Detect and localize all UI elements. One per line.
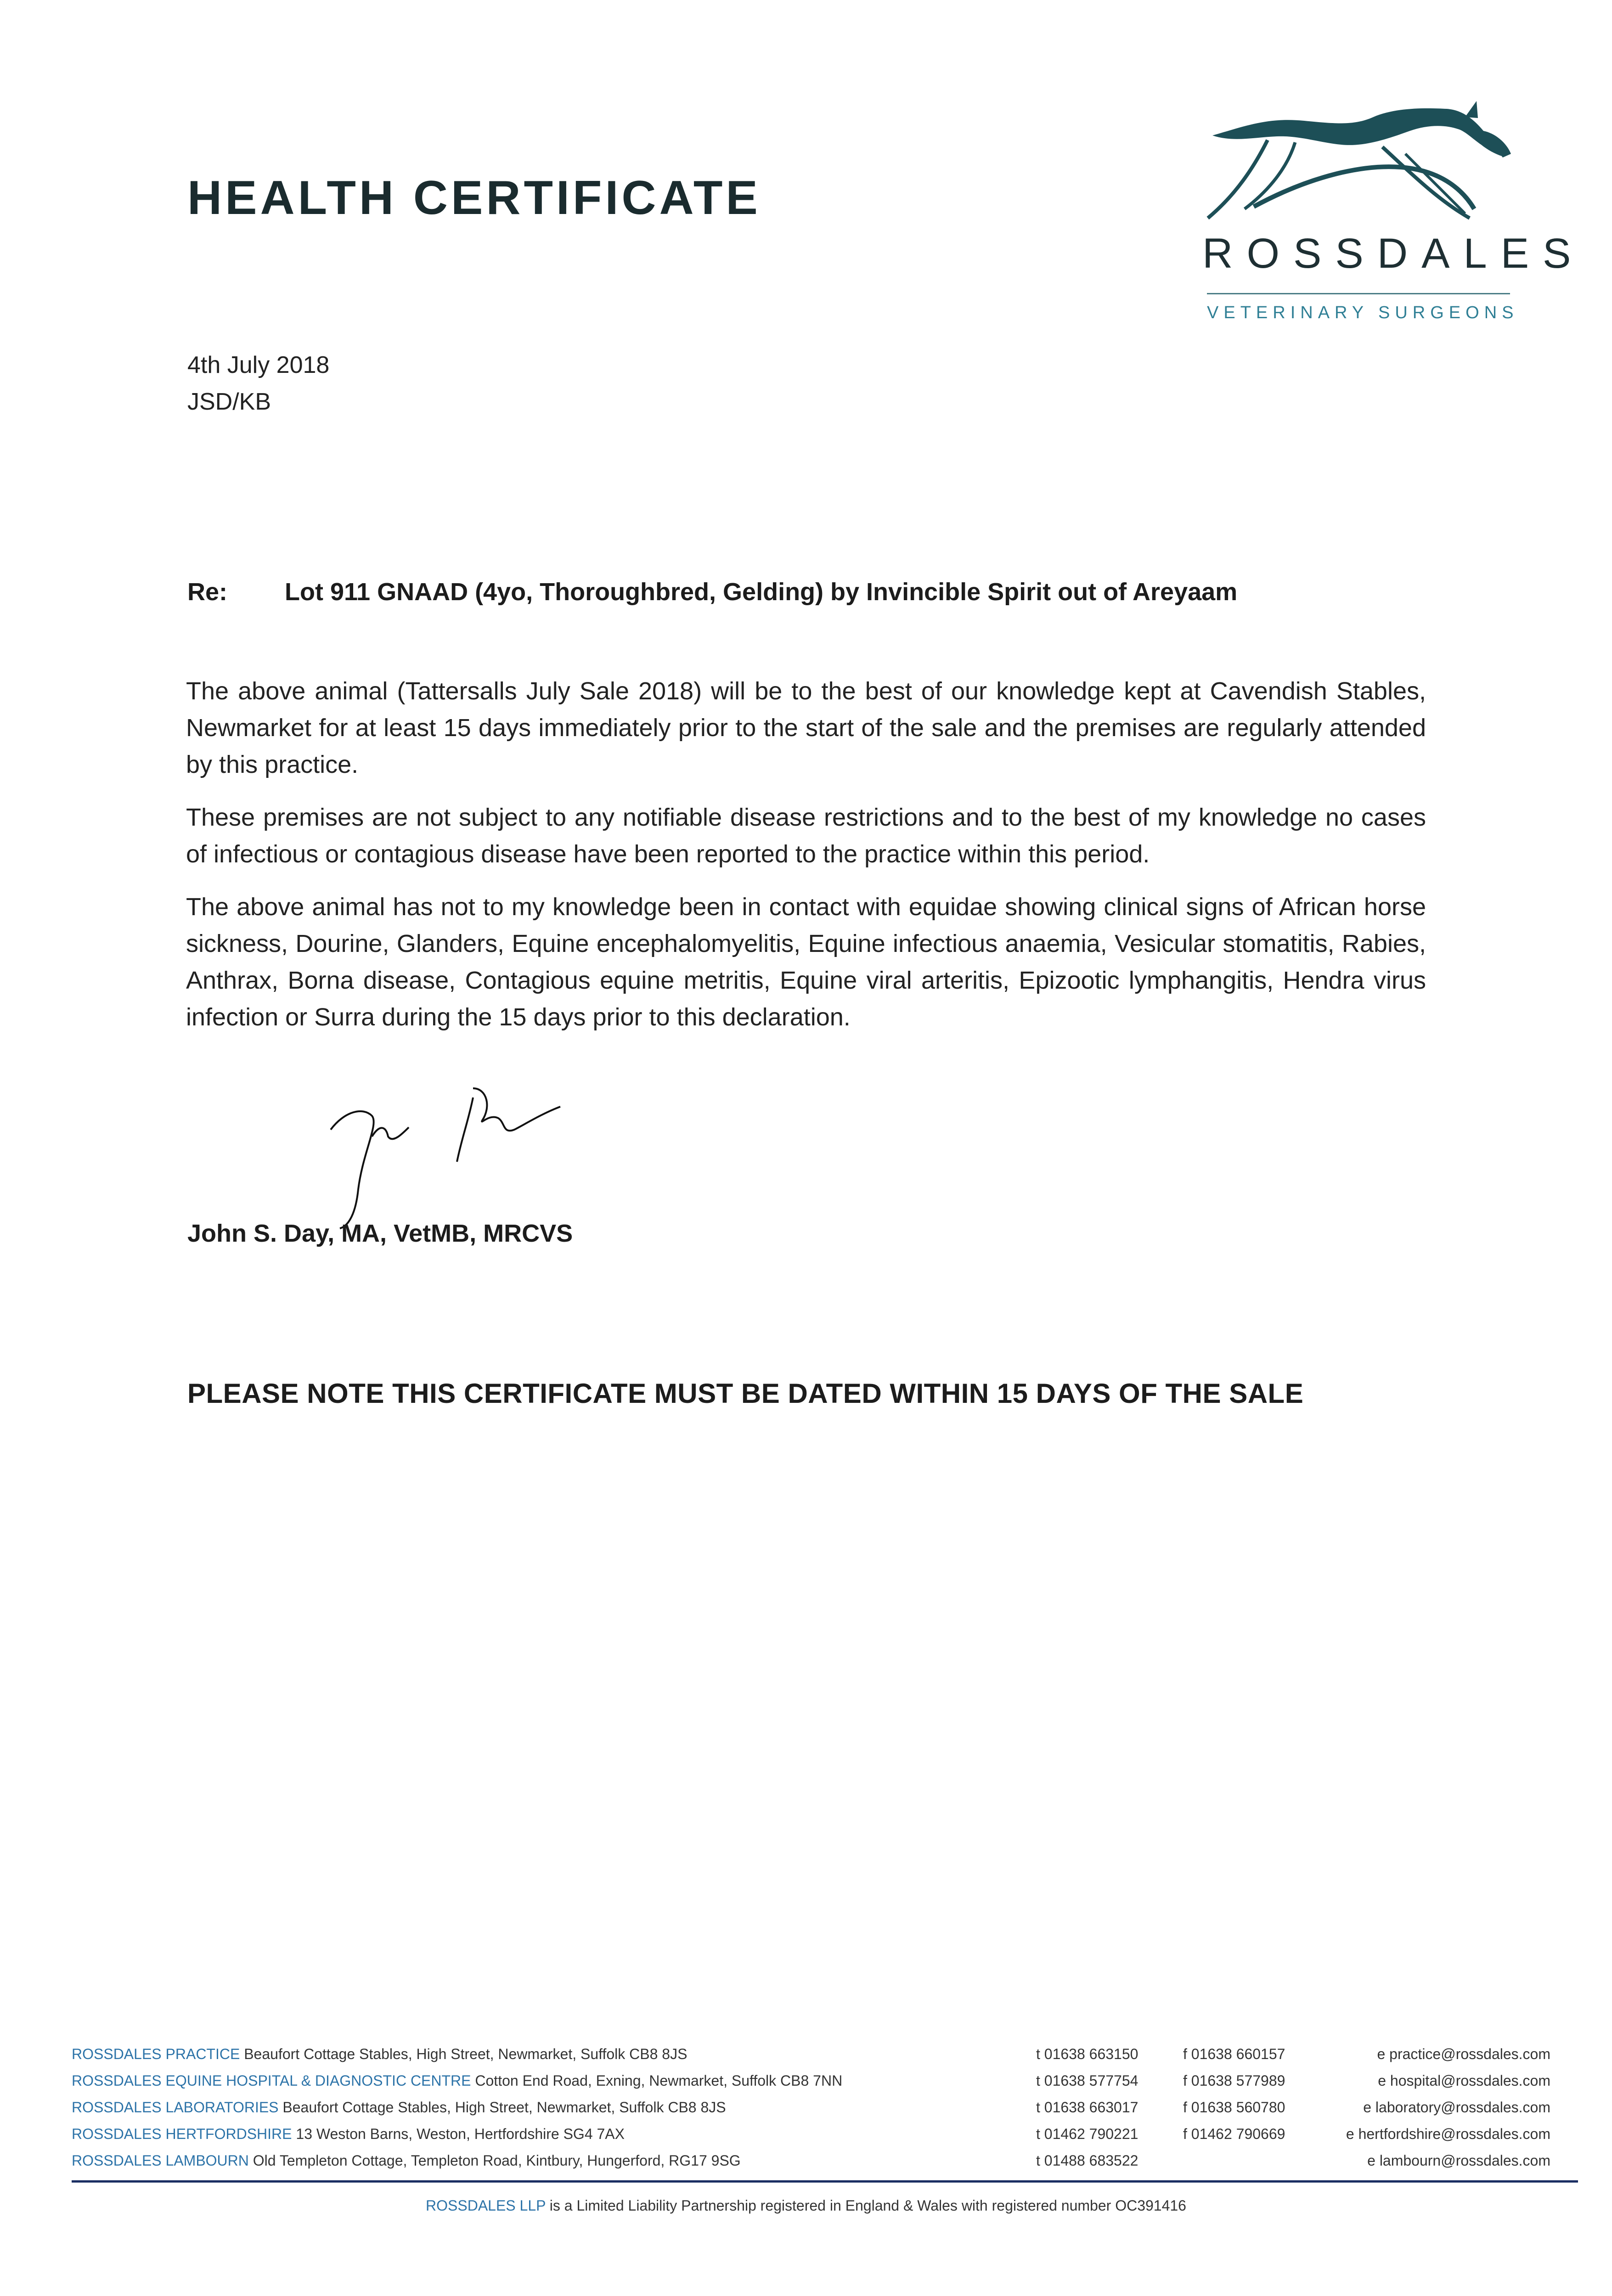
office-name: ROSSDALES HERTFORDSHIRE [72,2126,292,2142]
llp-entity: ROSSDALES LLP [426,2197,546,2214]
office-fax: f 01638 660157 [1183,2046,1285,2062]
office-fax: f 01638 577989 [1183,2072,1285,2089]
office-address: Beaufort Cottage Stables, High Street, Newmarket, Suffolk CB8 8JS [244,2046,688,2062]
office-address: Cotton End Road, Exning, Newmarket, Suffolk CB8 7NN [475,2072,843,2089]
office-row [72,2072,1587,2099]
dating-notice: PLEASE NOTE THIS CERTIFICATE MUST BE DATED WITHIN 15 DAYS OF THE SALE [187,1378,1304,1409]
body-paragraph: The above animal (Tattersalls July Sale 2018) will be to the best of our knowledge kept at Cavendish Stables, Newmarket for at least 15 days immediately prior to the start of the sale and the premises are regularly attended by this practice. [186,677,1426,778]
office-fax: f 01462 790669 [1183,2126,1285,2142]
office-row [72,2152,1587,2179]
office-row [72,2126,1587,2152]
letter-reference: JSD/KB [187,388,271,415]
office-email: e practice@rossdales.com [1377,2046,1550,2062]
subject-label: Re: [187,578,228,606]
office-phone: t 01488 683522 [1036,2152,1139,2169]
office-row [72,2099,1587,2126]
letter-date: 4th July 2018 [187,352,330,378]
office-name: ROSSDALES LABORATORIES [72,2099,279,2116]
office-address: 13 Weston Barns, Weston, Hertfordshire SG4 7AX [296,2126,625,2142]
office-fax: f 01638 560780 [1183,2099,1285,2116]
office-email: e lambourn@rossdales.com [1367,2152,1550,2169]
letter-meta [187,347,329,420]
subject-line: Lot 911 GNAAD (4yo, Thoroughbred, Gelding) by Invincible Spirit out of Areyaam [285,578,1238,606]
registration-statement [0,2197,1612,2214]
office-name: ROSSDALES PRACTICE [72,2046,240,2062]
office-email: e hertfordshire@rossdales.com [1346,2126,1550,2142]
signatory-name: John S. Day, MA, VetMB, MRCVS [187,1220,573,1247]
brand-tagline: VETERINARY SURGEONS [1207,303,1519,322]
document-title: HEALTH CERTIFICATE [187,171,761,225]
office-row [72,2046,1587,2072]
brand-divider [1207,293,1510,294]
office-phone: t 01638 663150 [1036,2046,1139,2062]
office-email: e hospital@rossdales.com [1378,2072,1550,2089]
office-phone: t 01638 663017 [1036,2099,1139,2116]
footer-divider [72,2180,1578,2183]
office-address: Old Templeton Cottage, Templeton Road, Kintbury, Hungerford, RG17 9SG [253,2152,741,2169]
body-paragraph: The above animal has not to my knowledge been in contact with equidae showing clinical signs of African horse sickness, Dourine, Glanders, Equine encephalomyelitis, Equine infectious anaemia, Vesicular stomatitis, Rabies, Anthrax, Borna disease, Contagious equine metritis, Equine viral arteritis, Epizootic lymphangitis, Hendra virus infection or Surra during the 15 days prior to this declaration. [186,893,1426,1031]
body-paragraph: These premises are not subject to any notifiable disease restrictions and to the best of my knowledge no cases of infectious or contagious disease have been reported to the practice within this period. [186,804,1426,868]
office-phone: t 01462 790221 [1036,2126,1139,2142]
office-name: ROSSDALES EQUINE HOSPITAL & DIAGNOSTIC CENTRE [72,2072,471,2089]
horse-logo-icon [1189,99,1585,338]
llp-text: is a Limited Liability Partnership registered in England & Wales with registered number OC391416 [549,2197,1186,2214]
office-name: ROSSDALES LAMBOURN [72,2152,249,2169]
brand-name: ROSSDALES [1202,230,1585,277]
office-directory [72,2046,1587,2179]
office-email: e laboratory@rossdales.com [1363,2099,1550,2116]
office-phone: t 01638 577754 [1036,2072,1139,2089]
office-address: Beaufort Cottage Stables, High Street, Newmarket, Suffolk CB8 8JS [282,2099,726,2116]
